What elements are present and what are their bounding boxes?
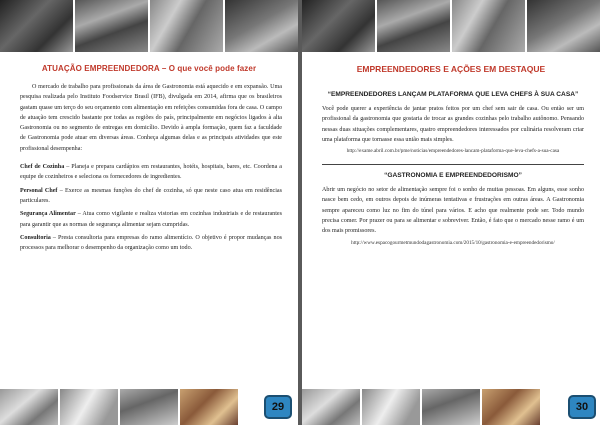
footer-photo-1	[0, 389, 58, 425]
role-chef: Chef de Cozinha – Planeja e prepara cardápios em restaurantes, hotéis, hospitais, bares, etc. Coordena a equipe de cozinheiros e seleciona os fornecedores de ingredientes.	[20, 164, 282, 181]
chalkboard-photo	[302, 0, 377, 52]
footer-photo-4	[180, 389, 238, 425]
header-photo-strip	[0, 0, 298, 52]
cooking-photo	[225, 0, 298, 52]
chalkboard-photo	[0, 0, 75, 52]
footer-photo-1	[302, 389, 360, 425]
page-number: 29	[264, 395, 292, 419]
page-number: 30	[568, 395, 596, 419]
article-1-text: Você pode querer a experiência de jantar pratos feitos por um chef sem sair de casa. Ou então ser um profissional da gastronomia que gostaria de trocar as grandes cozinhas pelo trabalho autônomo. Pensando nessas duas situações complementares, quatro empreendedores interessados por culinária resolveram criar uma plataforma que tornasse essa união mais simples.	[322, 106, 584, 143]
article-2-link[interactable]: http://www.espacogourmetmundodagastronomia.com/2015/10/gastronomia-e-empreendedorismo/	[351, 239, 555, 246]
footer-photo-4	[482, 389, 540, 425]
footer-photo-strip	[0, 389, 298, 425]
footer-photo-strip	[302, 389, 600, 425]
divider	[322, 164, 584, 165]
kitchen-photo	[377, 0, 452, 52]
footer-photo-2	[362, 389, 420, 425]
footer-photo-3	[120, 389, 178, 425]
right-page	[302, 0, 600, 425]
role-personal-chef: Personal Chef – Exerce as mesmas funções do chef de cozinha, só que neste caso atua em residências particulares.	[20, 187, 282, 204]
section-title: ATUAÇÃO EMPREENDEDORA – O que você pode fazer	[41, 64, 257, 73]
article-1-link[interactable]: http://exame.abril.com.br/pme/noticias/empreendedores-lancam-plataforma-que-leva-chefs-a-sua-casa	[346, 148, 560, 155]
article-1-title: “EMPREENDEDORES LANÇAM PLATAFORMA QUE LEVA CHEFS À SUA CASA”	[327, 91, 579, 98]
article-2-title: “GASTRONOMIA E EMPREENDEDORISMO”	[384, 172, 522, 180]
role-consulting: Consultoria – Presta consultoria para empresas do ramo alimentício. O objetivo é propor mudanças nos processos para melhorar o desempenho da organização como um todo.	[20, 234, 282, 252]
section-title: EMPREENDEDORES E AÇÕES EM DESTAQUE	[356, 64, 546, 74]
header-photo-strip	[302, 0, 600, 52]
intro-paragraph: O mercado de trabalho para profissionais da área de Gastronomia está aquecido e em expansão. Uma pesquisa realizada pelo Instituto Foodservice Brasil (IFB), divulgada em 2014, afirma que os brasileiros gastam quase um terço do seu orçamento com alimentação em refeições consumidas fora de casa. O campo de atuação tem crescido bastante por todas as regiões do país, principalmente em negócios ligados à alta Gastronomia ou no segmento de entregas em domicílio. Devido à ampla formação, quem faz a faculdade de Gastronomia pode atuar em diversas áreas. Conheça algumas delas e as principais atividades que este profissional desempenha:	[20, 84, 282, 152]
left-body-text	[20, 82, 282, 256]
kitchen-photo	[75, 0, 150, 52]
cooking-photo	[527, 0, 600, 52]
market-photo	[150, 0, 225, 52]
article-2-text: Abrir um negócio no setor de alimentação sempre foi o sonho de muitas pessoas. Em alguns, esse sonho nasce bem cedo, em outros depois de inúmeras tentativas e frustrações em outras áreas. A Gastronomia sempre apareceu como luz no fim do túnel para vários. E acho que realmente pode ser. Todo mundo precisa comer. Por prazer ou para se alimentar e sobreviver. Então, é fato que o mercado nesse ramo é um dos mais promissores.	[322, 187, 584, 235]
footer-photo-2	[60, 389, 118, 425]
footer-photo-3	[422, 389, 480, 425]
left-page	[0, 0, 298, 425]
role-food-safety: Segurança Alimentar – Atua como vigilante e realiza vistorias em cozinhas industriais e de restaurantes para garantir que as normas de segurança alimentar sejam cumpridas.	[20, 211, 282, 228]
right-body-text	[322, 90, 584, 248]
market-photo	[452, 0, 527, 52]
